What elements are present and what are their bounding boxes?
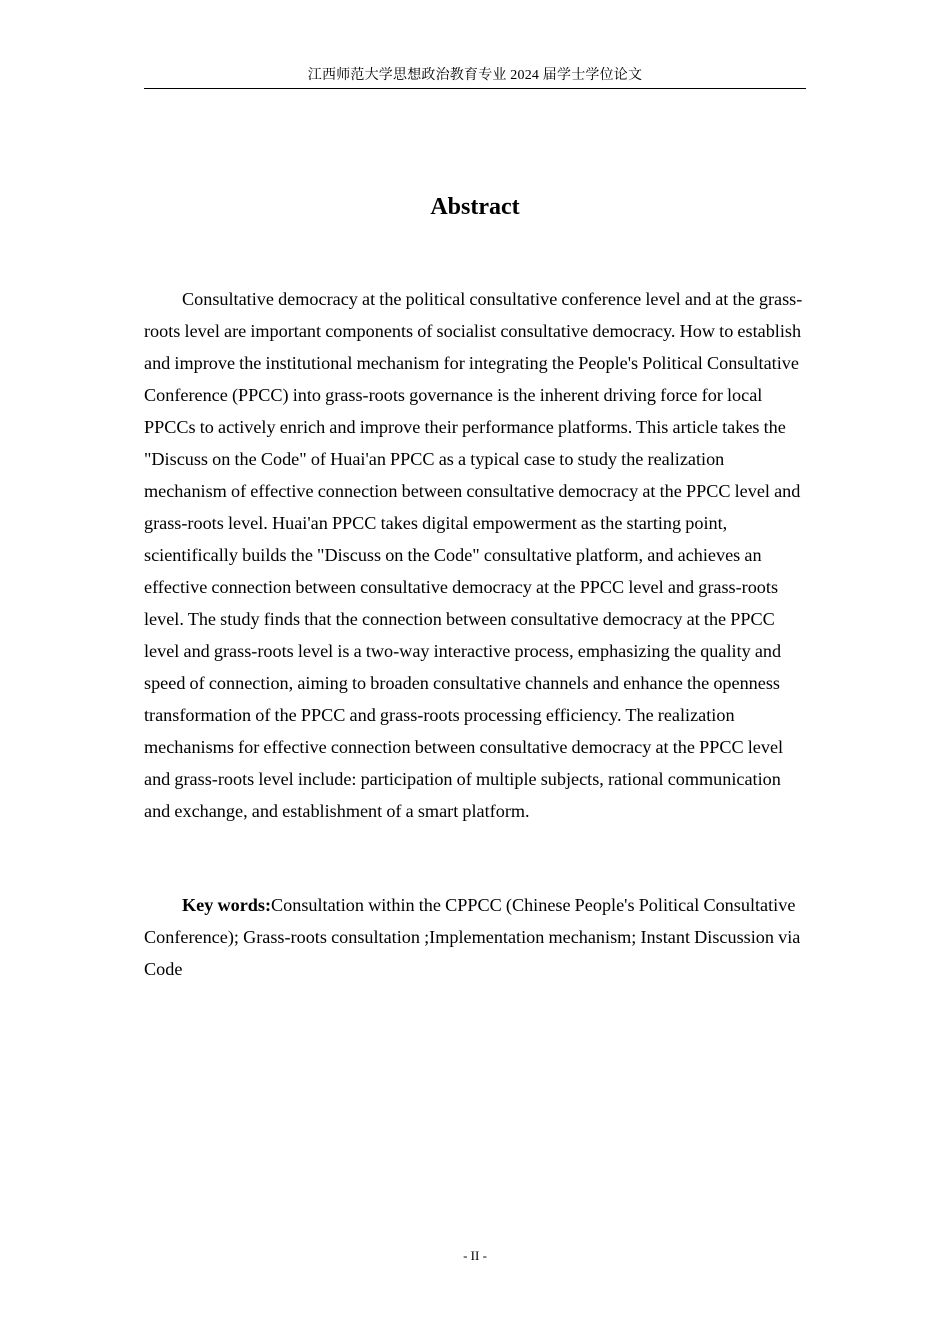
abstract-title: Abstract xyxy=(430,194,520,220)
abstract-body: Consultative democracy at the political consultative conference level and at the grass-roots level are important components of socialist consultative democracy. How to establish and improve the institutional mechanism for integrating the People's Political Consultative Conference (PPCC) into grass-roots governance is the inherent driving force for local PPCCs to actively enrich and improve their performance platforms. This article takes the "Discuss on the Code" of Huai'an PPCC as a typical case to study the realization mechanism of effective connection between consultative democracy at the PPCC level and grass-roots level. Huai'an PPCC takes digital empowerment as the starting point, scientifically builds the "Discuss on the Code" consultative platform, and achieves an effective connection between consultative democracy at the PPCC level and grass-roots level. The study finds that the connection between consultative democracy at the PPCC level and grass-roots level is a two-way interactive process, emphasizing the quality and speed of connection, aiming to broaden consultative channels and enhance the openness transformation of the PPCC and grass-roots processing efficiency. The realization mechanisms for effective connection between consultative democracy at the PPCC level and grass-roots level include: participation of multiple subjects, rational communication and exchange, and establishment of a smart platform. xyxy=(144,289,803,821)
running-header: 江西师范大学思想政治教育专业 2024 届学士学位论文 xyxy=(307,68,643,83)
page-number: - II - xyxy=(463,1248,487,1263)
keywords-text: Consultation within the CPPCC (Chinese People's Political Consultative Conference); Grass-roots consultation ;Implementation mechanism; Instant Discussion via Code xyxy=(144,895,801,979)
keywords-paragraph xyxy=(144,889,806,985)
header-rule xyxy=(144,88,806,89)
keywords-label: Key words: xyxy=(182,895,272,915)
